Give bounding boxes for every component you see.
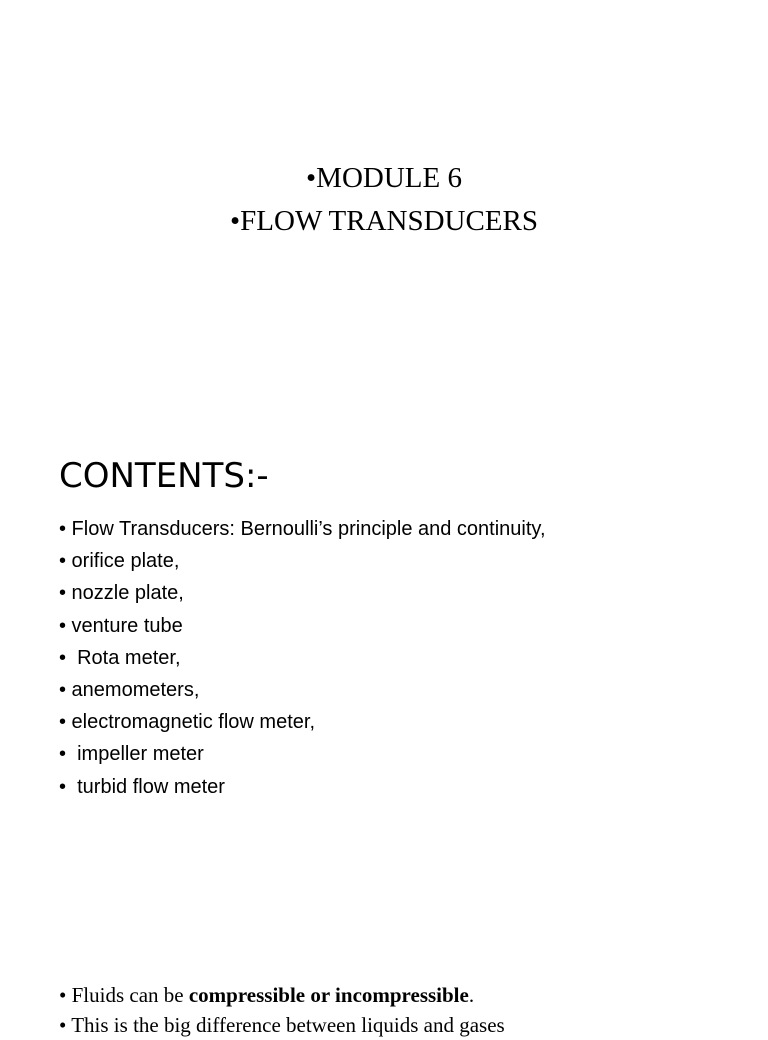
list-item: • Rota meter, [59,646,181,669]
list-item: • orifice plate, [59,550,180,573]
module-title [0,157,768,243]
fluids-line-2: • This is the big difference between liquids and gases [59,1013,505,1037]
module-number: •MODULE 6 [306,162,462,194]
fluids-suffix: . [468,983,475,1007]
list-item: • nozzle plate, [59,582,184,605]
list-item: • anemometers, [59,679,200,702]
fluids-paragraph [59,980,505,1040]
list-item: • turbid flow meter [59,775,225,798]
list-item: • Flow Transducers: Bernoulli’s principle and continuity, [59,518,546,540]
list-item: • impeller meter [59,743,204,766]
fluids-bold-term: compressible or incompressible [188,983,469,1007]
contents-heading: CONTENTS:- [59,456,269,496]
list-item: • electromagnetic flow meter, [59,711,315,734]
module-topic: •FLOW TRANSDUCERS [230,205,538,237]
fluids-line-1 [59,980,505,1010]
contents-list [59,513,546,803]
fluids-prefix: • Fluids can be [59,983,189,1007]
list-item: • venture tube [59,614,183,637]
